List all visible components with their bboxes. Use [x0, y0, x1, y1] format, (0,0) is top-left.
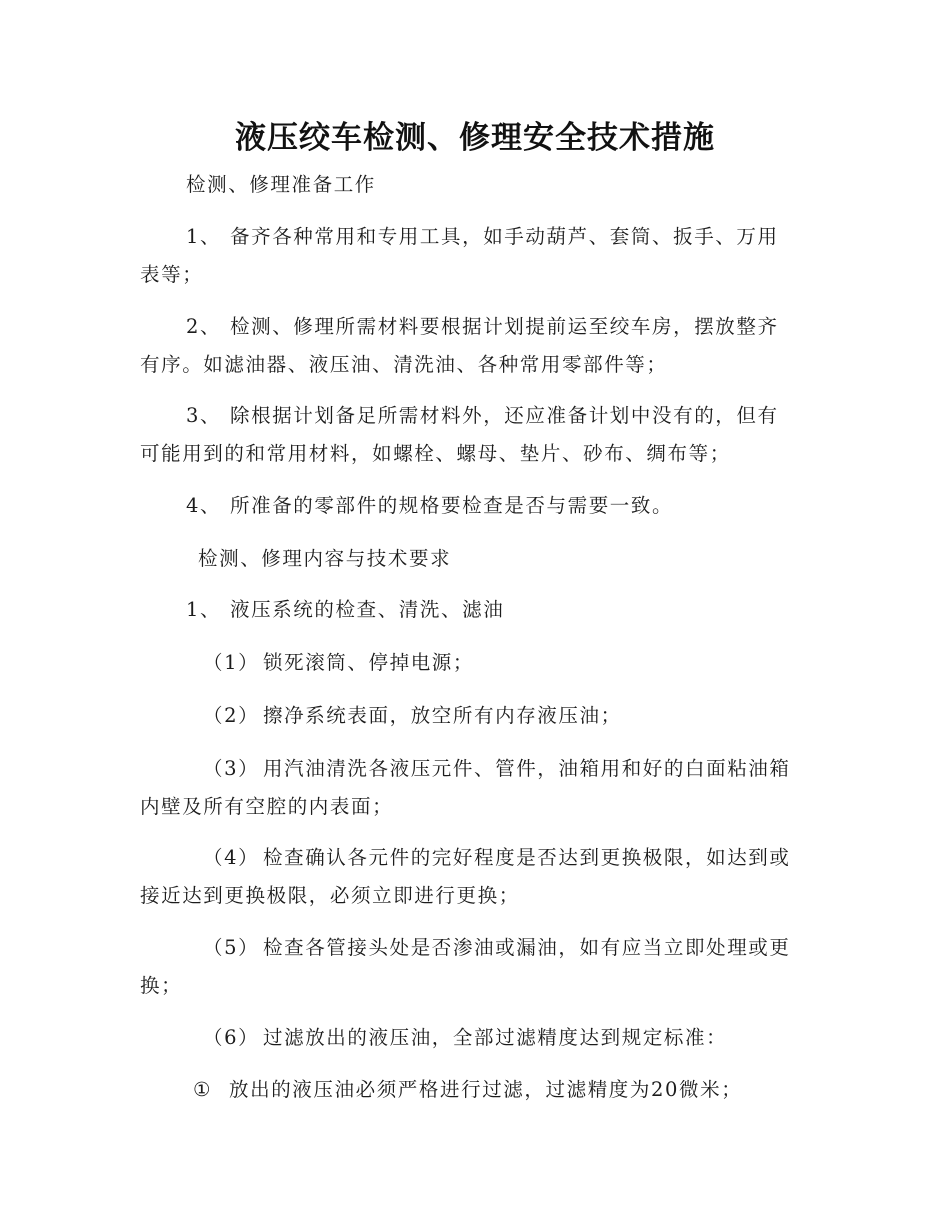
sub-list-item-text: 用汽油清洗各液压元件、管件，油箱用和好的白面粘油箱: [263, 757, 791, 780]
sub-list-item-text: 锁死滚筒、停掉电源；: [263, 651, 475, 674]
list-item-number: 1、: [186, 598, 222, 621]
list-item-text: 备齐各种常用和专用工具，如手动葫芦、套筒、扳手、万用: [230, 225, 779, 248]
sub-list-item-number: （5）: [203, 936, 260, 959]
circled-list-item: [193, 1080, 742, 1100]
list-item-continuation: 可能用到的和常用材料，如螺栓、螺母、垫片、砂布、绸布等；: [140, 442, 731, 465]
list-item: [186, 227, 779, 247]
list-item-text: 检测、修理所需材料要根据计划提前运至绞车房，摆放整齐: [230, 315, 779, 338]
sub-list-item-text: 检查各管接头处是否渗油或漏油，如有应当立即处理或更: [263, 936, 791, 959]
sub-list-item-number: （6）: [203, 1026, 260, 1049]
circled-list-item-number: ①: [193, 1078, 213, 1101]
sub-list-item-continuation: 换；: [140, 974, 183, 997]
list-item-continuation: 有序。如滤油器、液压油、清洗油、各种常用零部件等；: [140, 353, 668, 376]
list-item-number: 4、: [186, 494, 222, 517]
sub-list-item-text: 擦净系统表面，放空所有内存液压油；: [263, 704, 622, 727]
circled-list-item-text: 放出的液压油必须严格进行过滤，过滤精度为20微米；: [229, 1078, 743, 1101]
section-heading-content: 检测、修理内容与技术要求: [198, 547, 452, 570]
sub-list-item: [203, 706, 622, 726]
list-item: [186, 496, 673, 516]
sub-list-item-number: （4）: [203, 846, 260, 869]
list-item-text: 液压系统的检查、清洗、滤油: [230, 598, 505, 621]
sub-list-item: [203, 848, 791, 868]
list-item-number: 2、: [186, 315, 222, 338]
list-item: [186, 600, 504, 620]
list-item-number: 1、: [186, 225, 222, 248]
sub-list-item-continuation: 接近达到更换极限，必须立即进行更换；: [140, 884, 520, 907]
document-title: 液压绞车检测、修理安全技术措施: [235, 120, 715, 156]
list-item-number: 3、: [186, 404, 222, 427]
list-item: [186, 406, 779, 426]
sub-list-item: [203, 653, 474, 673]
sub-list-item-text: 过滤放出的液压油，全部过滤精度达到规定标准：: [263, 1026, 728, 1049]
sub-list-item: [203, 938, 791, 958]
list-item-continuation: 表等；: [140, 263, 204, 286]
sub-list-item-number: （3）: [203, 757, 260, 780]
list-item: [186, 317, 779, 337]
sub-list-item-continuation: 内壁及所有空腔的内表面；: [140, 795, 394, 818]
sub-list-item: [203, 1028, 727, 1048]
sub-list-item-number: （2）: [203, 704, 260, 727]
section-heading-preparation: 检测、修理准备工作: [186, 173, 376, 196]
list-item-text: 除根据计划备足所需材料外，还应准备计划中没有的，但有: [230, 404, 779, 427]
sub-list-item-text: 检查确认各元件的完好程度是否达到更换极限，如达到或: [263, 846, 791, 869]
sub-list-item-number: （1）: [203, 651, 260, 674]
list-item-text: 所准备的零部件的规格要检查是否与需要一致。: [230, 494, 674, 517]
sub-list-item: [203, 759, 791, 779]
